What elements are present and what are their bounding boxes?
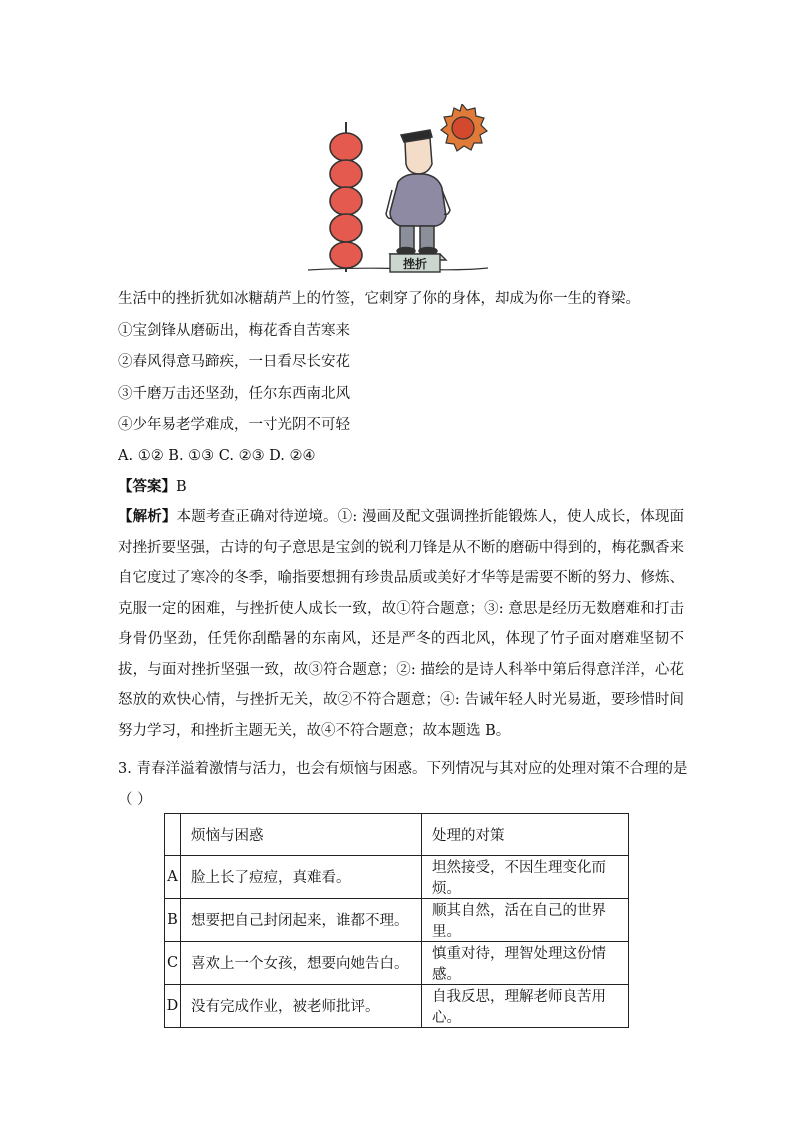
table-row (165, 941, 629, 984)
row-strategy: 坦然接受，不因生理变化而烦。 (422, 855, 629, 898)
row-label: A (165, 855, 181, 898)
candied-haws (330, 133, 362, 268)
analysis-text: 本题考查正确对待逆境。①: 漫画及配文强调挫折能锻炼人，使人成长，体现面对挫折要坚强，古诗的句子意思是宝剑的锐利刀锋是从不断的磨砺中得到的，梅花飘香来自它度过了寒冷的冬季，喻指要想拥有珍贵品质或美好才华等是需要不断的努力、修炼、克服一定的困难，与挫折使人成长一致，故①符合题意；③: 意思是经历无数磨难和打击身骨仍坚劲，任凭你刮酷暑的东南风，还是严冬的西北风，体现了竹子面对磨难坚韧不拔，与面对挫折坚强一致，故③符合题意；②: 描绘的是诗人科举中第后得意洋洋，心花怒放的欢快心情，与挫折无关，故②不符合题意；④: 告诫年轻人时光易逝，要珍惜时间努力学习，和挫折主题无关，故④不符合题意；故本题选 B。 (118, 509, 685, 739)
sign-label: 挫折 (402, 257, 428, 271)
answer-line (118, 477, 688, 497)
row-strategy: 慎重对待，理智处理这份情感。 (422, 941, 629, 984)
cartoon-caption: 生活中的挫折犹如冰糖葫芦上的竹签，它刺穿了你的身体，却成为你一生的脊梁。 (118, 291, 640, 307)
question-3-table (164, 813, 629, 1028)
analysis-label: 【解析】 (118, 508, 177, 525)
answer-label: 【答案】 (118, 478, 176, 495)
row-trouble: 想要把自己封闭起来，谁都不理。 (181, 898, 422, 941)
row-trouble: 喜欢上一个女孩，想要向她告白。 (181, 941, 422, 984)
table-row (165, 984, 629, 1027)
option-4: ④少年易老学难成，一寸光阴不可轻 (118, 417, 350, 433)
table-row (165, 855, 629, 898)
man-figure (386, 130, 450, 255)
row-label: D (165, 984, 181, 1027)
sun-icon (441, 104, 487, 151)
question-3-text: 3. 青春洋溢着激情与活力，也会有烦恼与困惑。下列情况与其对应的处理对策不合理的是 (118, 761, 688, 777)
table-row (165, 898, 629, 941)
table-header-row (165, 814, 629, 856)
answer-choices: A. ①② B. ①③ C. ②③ D. ②④ (118, 448, 316, 464)
table-header-trouble: 烦恼与困惑 (181, 814, 422, 856)
answer-value: B (176, 479, 187, 495)
row-strategy: 顺其自然，活在自己的世界里。 (422, 898, 629, 941)
analysis-paragraph (118, 502, 684, 746)
cartoon-illustration (300, 104, 492, 278)
row-label: B (165, 898, 181, 941)
table-header-strategy: 处理的对策 (422, 814, 629, 856)
option-2: ②春风得意马蹄疾，一日看尽长安花 (118, 354, 350, 370)
row-strategy: 自我反思，理解老师良苦用心。 (422, 984, 629, 1027)
question-3-bracket: （ ） (118, 792, 152, 808)
option-3: ③千磨万击还坚劲，任尔东西南北风 (118, 386, 350, 402)
table-header-blank (165, 814, 181, 856)
row-label: C (165, 941, 181, 984)
row-trouble: 没有完成作业，被老师批评。 (181, 984, 422, 1027)
row-trouble: 脸上长了痘痘，真难看。 (181, 855, 422, 898)
option-1: ①宝剑锋从磨砺出，梅花香自苦寒来 (118, 323, 350, 339)
